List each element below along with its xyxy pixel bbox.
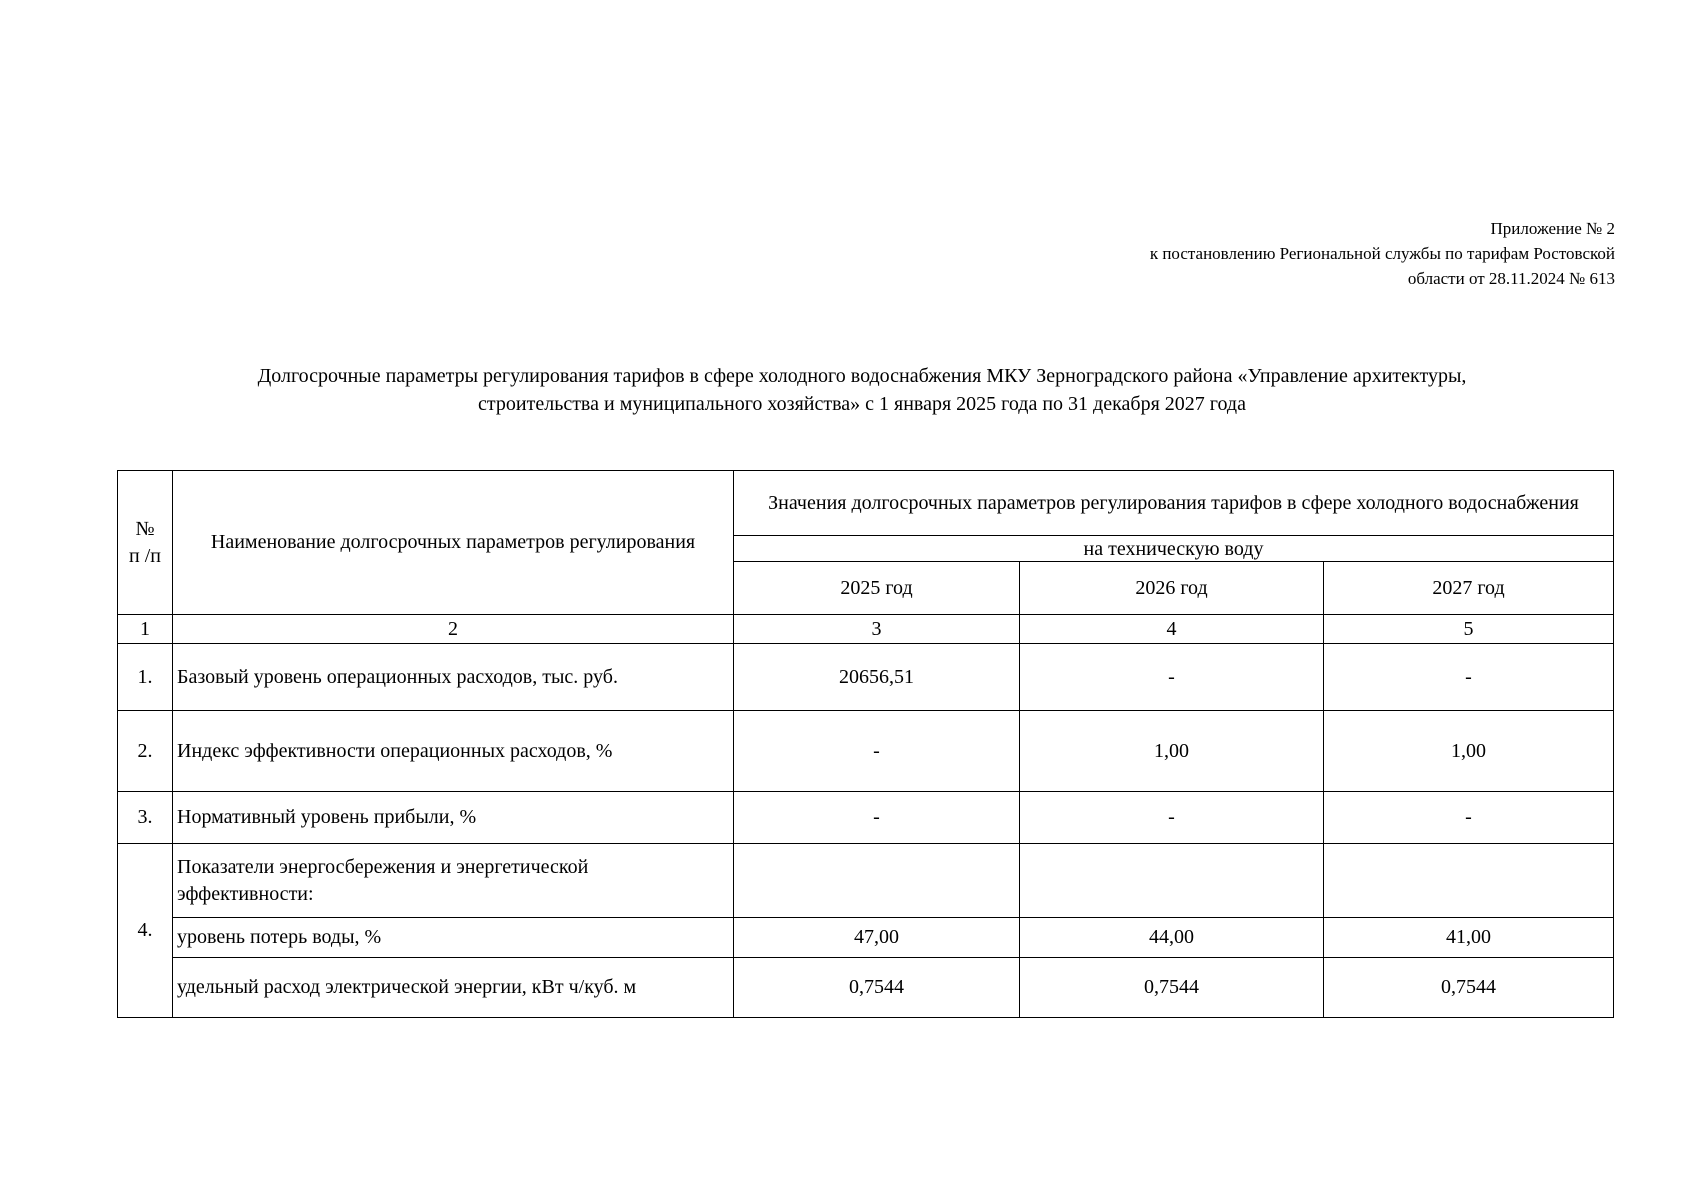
value-cell: 1,00 xyxy=(1020,711,1324,792)
row-number: 3. xyxy=(118,792,173,844)
header-values-cell: Значения долгосрочных параметров регулирования тарифов в сфере холодного водоснабжения xyxy=(734,471,1614,536)
value-cell: - xyxy=(1324,644,1614,711)
value-cell xyxy=(734,844,1020,918)
row-name: уровень потерь воды, % xyxy=(173,918,734,958)
column-number: 5 xyxy=(1324,615,1614,644)
appendix-note xyxy=(1150,216,1615,291)
table-row xyxy=(118,844,1614,918)
header-name-cell: Наименование долгосрочных параметров регулирования xyxy=(173,471,734,615)
row-name: Показатели энергосбережения и энергетической эффективности: xyxy=(173,844,734,918)
table-row xyxy=(118,792,1614,844)
column-number: 4 xyxy=(1020,615,1324,644)
row-name: Индекс эффективности операционных расходов, % xyxy=(173,711,734,792)
row-name: удельный расход электрической энергии, кВт ч/куб. м xyxy=(173,958,734,1018)
value-cell: 44,00 xyxy=(1020,918,1324,958)
value-cell xyxy=(1324,844,1614,918)
title-line-2: строительства и муниципального хозяйства» с 1 января 2025 года по 31 декабря 2027 года xyxy=(478,393,1246,415)
appendix-line-3: области от 28.11.2024 № 613 xyxy=(1407,269,1615,288)
header-num-label: п /п xyxy=(129,544,161,567)
value-cell: 41,00 xyxy=(1324,918,1614,958)
value-cell: 1,00 xyxy=(1324,711,1614,792)
value-cell: - xyxy=(734,711,1020,792)
table-row xyxy=(118,958,1614,1018)
appendix-line-2: к постановлению Региональной службы по тарифам Ростовской xyxy=(1149,244,1615,263)
column-numbers-row xyxy=(118,615,1614,644)
value-cell: 47,00 xyxy=(734,918,1020,958)
value-cell: - xyxy=(734,792,1020,844)
subheader-cell: на техническую воду xyxy=(734,536,1614,562)
value-cell: - xyxy=(1020,644,1324,711)
document-title xyxy=(116,362,1608,418)
column-number: 3 xyxy=(734,615,1020,644)
year-cell: 2027 год xyxy=(1324,562,1614,615)
value-cell: 0,7544 xyxy=(1324,958,1614,1018)
year-cell: 2026 год xyxy=(1020,562,1324,615)
appendix-line-1: Приложение № 2 xyxy=(1490,219,1615,238)
header-num-cell xyxy=(118,471,173,615)
value-cell: 0,7544 xyxy=(1020,958,1324,1018)
table-row xyxy=(118,711,1614,792)
parameters-table xyxy=(117,470,1614,1018)
value-cell: - xyxy=(1324,792,1614,844)
value-cell: 0,7544 xyxy=(734,958,1020,1018)
row-name: Нормативный уровень прибыли, % xyxy=(173,792,734,844)
title-line-1: Долгосрочные параметры регулирования тарифов в сфере холодного водоснабжения МКУ Зерноградского района «Управление архитектуры, xyxy=(257,365,1467,387)
year-cell: 2025 год xyxy=(734,562,1020,615)
header-num-symbol: № xyxy=(135,517,155,540)
value-cell: - xyxy=(1020,792,1324,844)
row-name: Базовый уровень операционных расходов, тыс. руб. xyxy=(173,644,734,711)
column-number: 1 xyxy=(118,615,173,644)
column-number: 2 xyxy=(173,615,734,644)
row-number: 4. xyxy=(118,844,173,1018)
value-cell: 20656,51 xyxy=(734,644,1020,711)
row-number: 2. xyxy=(118,711,173,792)
table-row xyxy=(118,918,1614,958)
header-row xyxy=(118,471,1614,536)
table-row xyxy=(118,644,1614,711)
value-cell xyxy=(1020,844,1324,918)
row-number: 1. xyxy=(118,644,173,711)
